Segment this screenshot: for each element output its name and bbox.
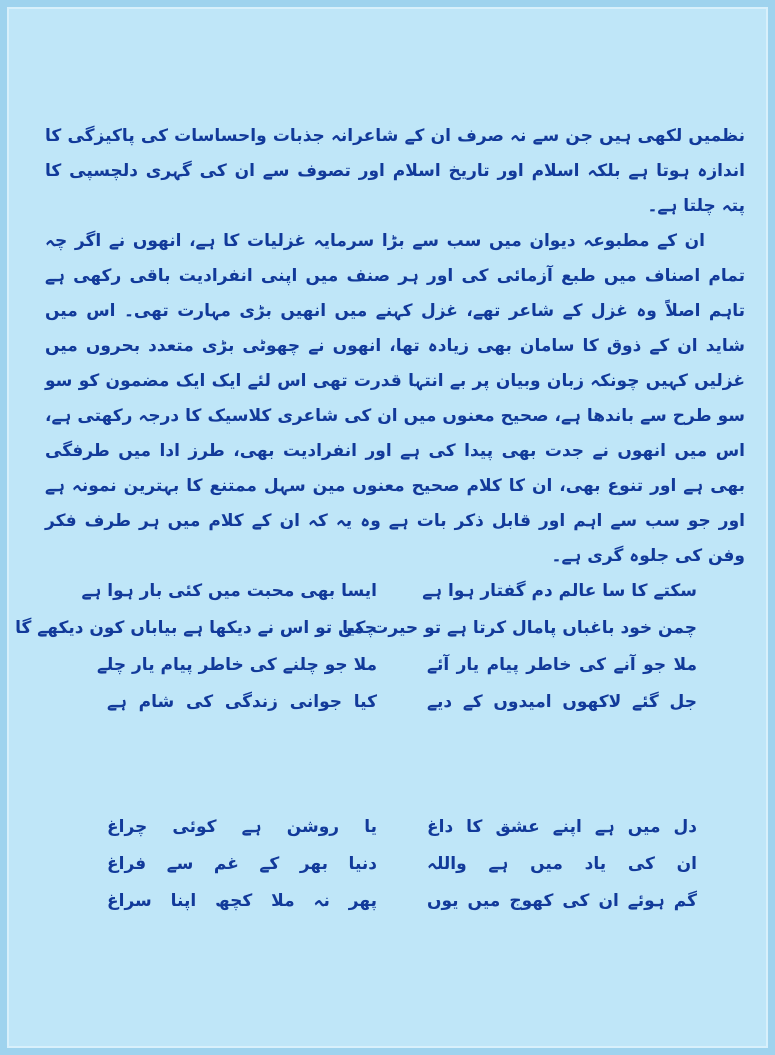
paragraph-1: نظمیں لکھی ہیں جن سے نہ صرف ان کے شاعرانہ جذبات واحساسات کی پاکیزگی کا اندازہ ہوتا ہے بلکہ اسلام اور تاریخ اسلام اور تصوف سے ان کی گہری دلچسپی کا پتہ چلتا ہے۔ xyxy=(45,126,745,216)
couplet xyxy=(107,883,697,920)
couplet-left-line: کیا جوانی زندگی کی شام ہے xyxy=(107,692,377,712)
paragraph-2: ان کے مطبوعہ دیوان میں سب سے بڑا سرمایہ غزلیات کا ہے، انھوں نے اگر چہ تمام اصناف میں طبع آزمائی کی اور ہر صنف میں اپنی انفرادیت باقی رکھی ہے تاہم اصلاً وہ غزل کے شاعر تھے، غزل کہنے میں انھیں بڑی مہارت تھی۔ اس میں شاید ان کے ذوق کا سامان بھی زیادہ تھا، انھوں نے چھوٹی بڑی متعدد بحروں میں غزلیں کہیں چونکہ زبان وبیان پر بے انتہا قدرت تھی اس لئے ایک ایک مضمون کو سو سو طرح سے باندھا ہے، صحیح معنوں میں ان کی شاعری کلاسیک کا درجہ رکھتی ہے، اس میں انھوں نے جدت بھی پیدا کی ہے اور انفرادیت بھی، طرز ادا میں طرفگی بھی ہے اور تنوع بھی، ان کا کلام صحیح معنوں مین سہل ممتنع کا بہترین نمونہ ہے اور جو سب سے اہم اور قابل ذکر بات ہے وہ یہ کہ ان کے کلام میں ہر طرف فکر وفن کی جلوہ گری ہے۔ xyxy=(45,231,745,566)
couplet xyxy=(107,846,697,883)
couplet xyxy=(107,809,697,846)
couplet-left-line: پھر نہ ملا کچھ اپنا سراغ xyxy=(107,891,377,911)
couplet-left-line: یا روشن ہے کوئی چراغ xyxy=(107,817,377,837)
couplet xyxy=(107,684,697,721)
prose-text xyxy=(45,119,745,574)
couplet-left-line: چمن تو اس نے دیکھا ہے بیاباں کون دیکھے گا xyxy=(15,618,377,638)
couplet xyxy=(15,610,697,647)
couplet-right-line: گم ہوئے ان کی کھوج میں یوں xyxy=(427,891,697,911)
couplet-right-line: ان کی یاد میں ہے واللہ xyxy=(427,854,697,874)
couplet-right-line: چمن خود باغباں پامال کرتا ہے تو حیرت کیا xyxy=(342,618,697,638)
couplet-left-line: ملا جو چلنے کی خاطر پیام یار چلے xyxy=(96,655,377,675)
stanza-gap xyxy=(107,721,697,809)
couplet-right-line: جل گئے لاکھوں امیدوں کے دیے xyxy=(427,692,697,712)
couplet-right-line: ملا جو آنے کی خاطر پیام یار آئے xyxy=(427,655,697,675)
verses xyxy=(15,573,697,920)
couplet xyxy=(96,647,697,684)
couplet-right-line: سکتے کا سا عالم دم گفتار ہوا ہے xyxy=(422,581,697,601)
couplet-right-line: دل میں ہے اپنے عشق کا داغ xyxy=(427,817,697,837)
couplet-left-line: ایسا بھی محبت میں کئی بار ہوا ہے xyxy=(81,581,377,601)
couplet xyxy=(81,573,697,610)
couplet-left-line: دنیا بھر کے غم سے فراغ xyxy=(107,854,377,874)
